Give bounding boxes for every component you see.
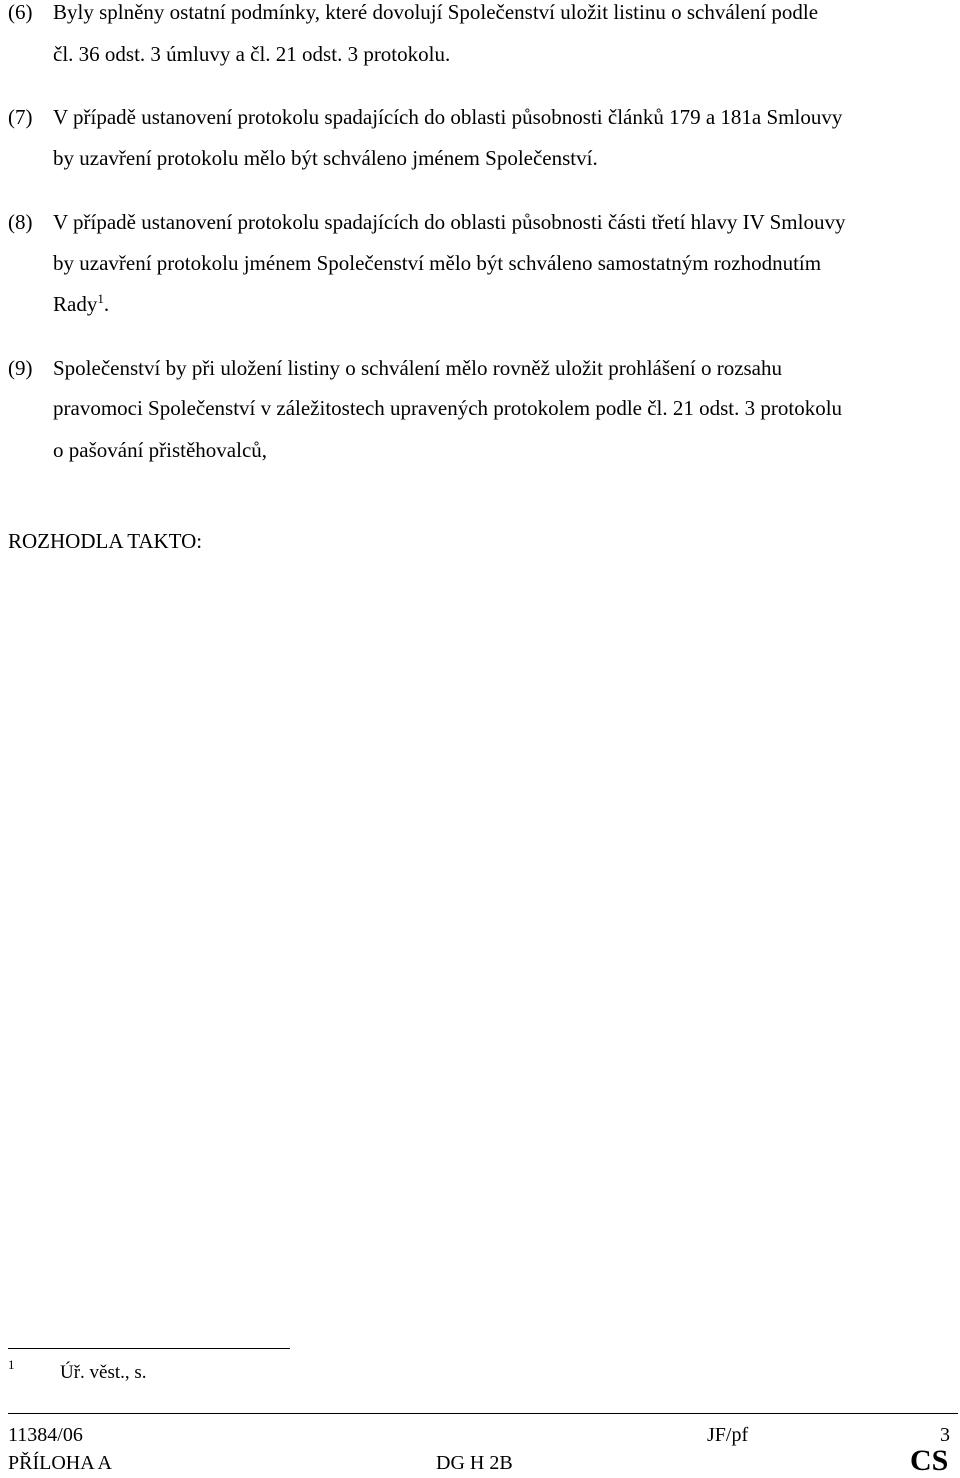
paragraph-line: by uzavření protokolu mělo být schváleno jménem Společenství. bbox=[53, 146, 598, 170]
footer-separator bbox=[8, 1413, 958, 1414]
paragraph-line: Společenství by při uložení listiny o schválení mělo rovněž uložit prohlášení o rozsahu bbox=[53, 356, 783, 380]
footnote-text: Úř. věst., s. bbox=[60, 1362, 147, 1383]
paragraph-line: čl. 36 odst. 3 úmluvy a čl. 21 odst. 3 protokolu. bbox=[53, 42, 451, 66]
paragraph-last-line bbox=[53, 291, 110, 316]
footnote-separator bbox=[8, 1348, 290, 1349]
footer-dg: DG H 2B bbox=[436, 1452, 513, 1474]
footnote-reference: 1 bbox=[97, 291, 104, 306]
paragraph-line-tail: . bbox=[103, 292, 110, 316]
paragraph-number: (6) bbox=[8, 0, 33, 24]
footer-doc-number: 11384/06 bbox=[8, 1424, 83, 1446]
footnote-mark: 1 bbox=[8, 1357, 15, 1372]
paragraph-line: Byly splněny ostatní podmínky, které dovolují Společenství uložit listinu o schválení podle bbox=[53, 0, 819, 24]
footer-annex: PŘÍLOHA A bbox=[8, 1452, 112, 1474]
paragraph-number: (9) bbox=[8, 356, 33, 380]
paragraph-line: pravomoci Společenství v záležitostech upravených protokolem podle čl. 21 odst. 3 protokolu bbox=[53, 396, 843, 420]
paragraph-number: (8) bbox=[8, 210, 33, 234]
paragraph-line-text: Rady bbox=[53, 292, 98, 316]
paragraph-number: (7) bbox=[8, 105, 33, 129]
paragraph-line: V případě ustanovení protokolu spadajících do oblasti působnosti článků 179 a 181a Smlouvy bbox=[53, 105, 843, 129]
footer-initials: JF/pf bbox=[707, 1424, 749, 1446]
paragraph-line: by uzavření protokolu jménem Společenství mělo být schváleno samostatným rozhodnutím bbox=[53, 251, 822, 275]
paragraph-line: V případě ustanovení protokolu spadajících do oblasti působnosti části třetí hlavy IV Smlouvy bbox=[53, 210, 846, 234]
footer-page-number: 3 bbox=[940, 1424, 950, 1446]
decision-heading: ROZHODLA TAKTO: bbox=[8, 529, 203, 553]
paragraph-line: o pašování přistěhovalců, bbox=[53, 438, 268, 462]
footer-language: CS bbox=[910, 1444, 949, 1477]
